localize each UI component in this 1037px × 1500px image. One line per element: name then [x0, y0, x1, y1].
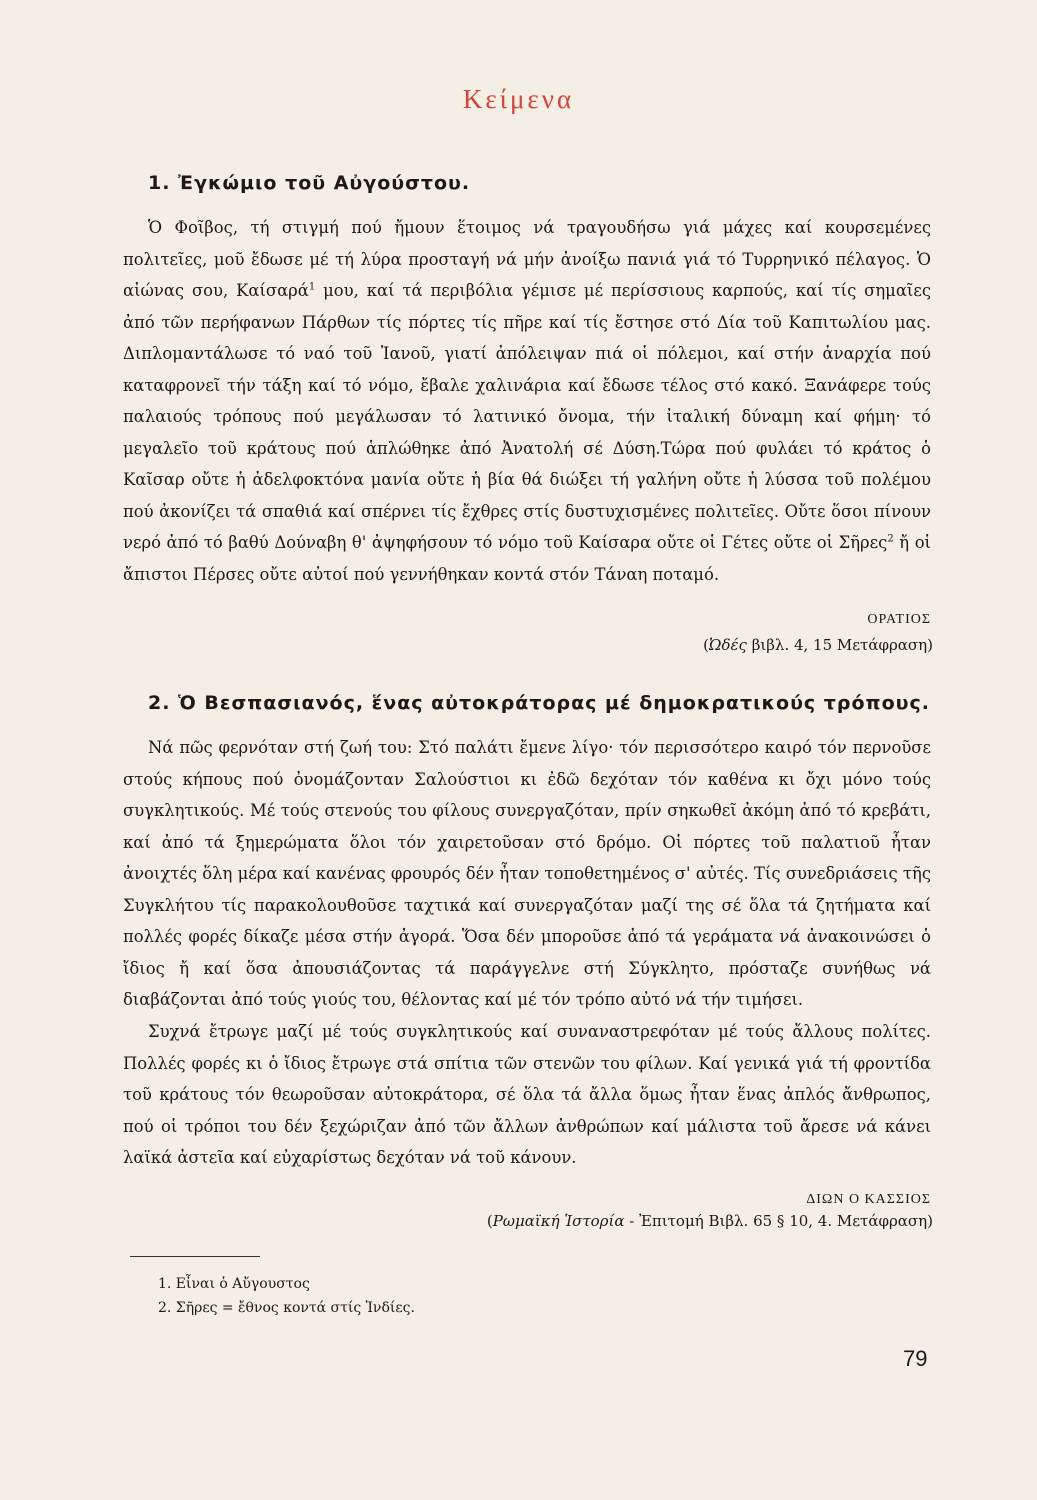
section-2-heading: 2. Ὁ Βεσπασιανός, ἕνας αὐτοκράτορας μέ δημοκρατικούς τρόπους.	[148, 692, 930, 714]
section-2-source-rest: - Ἐπιτομή Βιβλ. 65 § 10, 4. Μετάφραση)	[624, 1212, 933, 1230]
section-2-paragraph-1: Νά πῶς φερνόταν στή ζωή του: Στό παλάτι ἔμενε λίγο· τόν περισσότερο καιρό τόν περνοῦσε στούς κήπους πού ὀνομάζονταν Σαλούστιοι κι ἐδῶ δεχόταν τόν καθένα κι ὄχι μόνο τούς συγκλητικούς. Μέ τούς στενούς του φίλους συνεργαζόταν, πρίν σηκωθεῖ ἀκόμη ἀπό τό κρεβάτι, καί ἀπό τά ξημερώματα ὅλοι τόν χαιρετοῦσαν στό δρόμο. Οἱ πόρτες τοῦ παλατιοῦ ἦταν ἀνοιχτές ὅλη μέρα καί κανένας φρουρός δέν ἦταν τοποθετημένος σ' αὐτές. Τίς συνεδριάσεις τῆς Συγκλήτου τίς παρακολουθοῦσε ταχτικά καί συνεργαζόταν μαζί της σέ ὅλα τά ζητήματα καί πολλές φορές δίκαζε μέσα στήν ἀγορά. Ὅσα δέν μποροῦσε ἀπό τά γεράματα νά ἀνακοινώσει ὁ ἴδιος ἤ καί ὅσα ἀπουσιάζοντας τά παράγγελνε στή Σύγκλητο, πρόσταζε συνήθως νά διαβάζονται ἀπό τούς γιούς του, θέλοντας καί μέ τόν τρόπο αὐτό νά τήν τιμήσει.	[123, 738, 931, 1009]
section-2-source-work: Ρωμαϊκή Ἱστορία	[492, 1212, 625, 1230]
section-1-heading: 1. Ἐγκώμιο τοῦ Αὐγούστου.	[148, 172, 471, 194]
source-paren: (	[703, 636, 710, 654]
section-1-source-rest: βιβλ. 4, 15 Μετάφραση)	[746, 636, 933, 654]
footnote-divider	[130, 1256, 260, 1257]
section-2-paragraph-2: Συχνά ἔτρωγε μαζί μέ τούς συγκλητικούς καί συναναστρεφόταν μέ τούς ἄλλους πολίτες. Πολλές φορές κι ὁ ἴδιος ἔτρωγε στά σπίτια τῶν στενῶν του φίλων. Καί γενικά γιά τή φροντίδα τοῦ κράτους τόν θεωροῦσαν αὐτοκράτορα, σέ ὅλα τά ἄλλα ὅμως ἦταν ἕνας ἁπλός ἄνθρωπος, πού οἱ τρόποι του δέν ξεχώριζαν ἀπό τῶν ἄλλων ἀνθρώπων καί μάλιστα τοῦ ἄρεσε νά κάνει λαϊκά ἀστεῖα καί εὐχαρίστως δεχόταν νά τοῦ κάνουν.	[123, 1022, 931, 1167]
section-1-text-a: Ὁ Φοῖβος, τή στιγμή πού ἤμουν ἕτοιμος νά τραγουδήσω γιά μάχες καί κουρσεμένες πολιτεῖες, μοῦ ἔδωσε μέ τή λύρα προσταγή νά μήν ἀνοίξω πανιά γιά τό Τυρρηνικό πέλαγος. Ὁ αἰώνας σου, Καίσαρά	[123, 218, 931, 300]
section-1-source	[703, 636, 933, 654]
section-1-text-b: μου, καί τά περιβόλια γέμισε μέ περίσσιους καρπούς, καί τίς σημαῖες ἀπό τῶν περήφανων Πάρθων τίς πόρτες τίς πῆρε καί τίς ἔστησε στό Δία τοῦ Καπιτωλίου μας. Διπλομαντάλωσε τό ναό τοῦ Ἰανοῦ, γιατί ἀπόλειψαν πιά οἱ πόλεμοι, καί στήν ἀναρχία πού καταφρονεῖ τήν τάξη καί τό νόμο, ἔβαλε χαλινάρια καί ἔδωσε τέλος στό κακό. Ξανάφερε τούς παλαιούς τρόπους πού μεγάλωσαν τό λατινικό ὄνομα, τήν ἰταλική δύναμη καί φήμη· τό μεγαλεῖο τοῦ κράτους πού ἁπλώθηκε ἀπό Ἀνατολή σέ Δύση.Τώρα πού φυλάει τό κράτος ὁ Καῖσαρ οὔτε ἡ ἀδελφοκτόνα μανία οὔτε ἡ βία θά διώξει τή γαλήνη οὔτε ἡ λύσσα τοῦ πολέμου πού ἀκονίζει τά σπαθιά καί σπέρνει τίς ἔχθρες στίς δυστυχισμένες πολιτεῖες. Οὔτε ὅσοι πίνουν νερό ἀπό τό βαθύ Δούναβη θ' ἀψηφήσουν τό νόμο τοῦ Καίσαρα οὔτε οἱ Γέτες οὔτε οἱ Σῆρες	[123, 281, 931, 552]
page-title: Κείμενα	[462, 84, 575, 114]
footnote-ref-2: 2	[887, 533, 894, 545]
section-1-source-work: Ὠδές	[709, 636, 747, 654]
footnote-2: 2. Σῆρες = ἔθνος κοντά στίς Ἰνδίες.	[158, 1300, 415, 1316]
source-paren: (	[486, 1212, 493, 1230]
section-1-text-c: ἤ οἱ ἄπιστοι Πέρσες οὔτε αὐτοί πού γεννήθηκαν κοντά στόν Τάναη ποταμό.	[123, 533, 931, 584]
section-2-source	[487, 1212, 933, 1230]
footnote-ref-1: 1	[308, 281, 316, 293]
page-number: 79	[903, 1346, 928, 1371]
section-1-text	[123, 212, 931, 590]
section-1-author: ΟΡΑΤΙΟΣ	[867, 612, 931, 627]
section-2-author: ΔΙΩΝ Ο ΚΑΣΣΙΟΣ	[806, 1192, 931, 1207]
footnote-1: 1. Εἶναι ὁ Αὔγουστος	[158, 1276, 310, 1292]
